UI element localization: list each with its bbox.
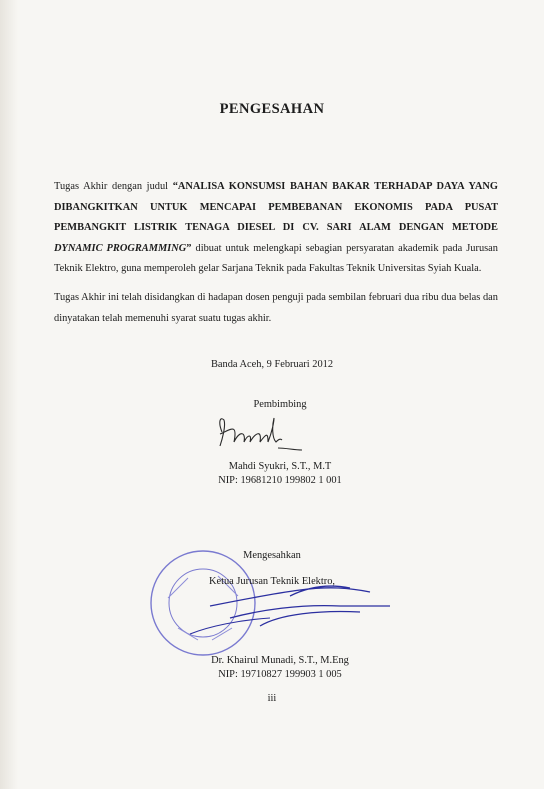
- thesis-title-bold: “ANALISA KONSUMSI BAHAN BAKAR TERHADAP DAYA YANG DIBANGKITKAN UNTUK MENCAPAI PEMBEBANAN EKONOMIS PADA PUSAT PEMBANGKIT LISTRIK TENAGA DIESEL DI CV. SARI ALAM DENGAN METODE: [54, 181, 499, 233]
- approval-role: Ketua Jurusan Teknik Elektro,: [208, 576, 336, 587]
- approval-label: Mengesahkan: [243, 550, 301, 561]
- thesis-title-italic: DYNAMIC PROGRAMMING: [54, 242, 187, 254]
- page-number: iii: [267, 693, 277, 704]
- paragraph-intro: Tugas Akhir dengan judul: [54, 181, 173, 192]
- paragraph-thesis-title: [54, 177, 498, 280]
- supervisor-signature: [212, 412, 312, 454]
- head-nip: NIP: 19710827 199903 1 005: [218, 669, 342, 680]
- head-name: Dr. Khairul Munadi, S.T., M.Eng: [211, 655, 349, 666]
- supervisor-name: Mahdi Syukri, S.T., M.T: [228, 461, 332, 472]
- paragraph-rest: dibuat untuk melengkapi sebagian persyaratan akademik pada Jurusan Teknik Elektro, guna memperoleh gelar Sarjana Teknik pada Fakultas Teknik Universitas Syiah Kuala.: [54, 242, 498, 274]
- supervisor-role: Pembimbing: [253, 399, 307, 410]
- page-edge-shadow: [0, 0, 18, 789]
- supervisor-nip: NIP: 19681210 199802 1 001: [218, 475, 342, 486]
- head-of-department-signature: [170, 566, 400, 646]
- place-date: Banda Aceh, 9 Februari 2012: [210, 359, 334, 370]
- paragraph-defense: Tugas Akhir ini telah disidangkan di hadapan dosen penguji pada sembilan februari dua ribu dua belas dan dinyatakan telah memenuhi syarat suatu tugas akhir.: [54, 292, 498, 324]
- supervisor-name-block: [180, 460, 380, 488]
- head-name-block: [180, 654, 380, 682]
- thesis-title-close-quote: ”: [186, 242, 192, 254]
- page-title: PENGESAHAN: [219, 101, 325, 117]
